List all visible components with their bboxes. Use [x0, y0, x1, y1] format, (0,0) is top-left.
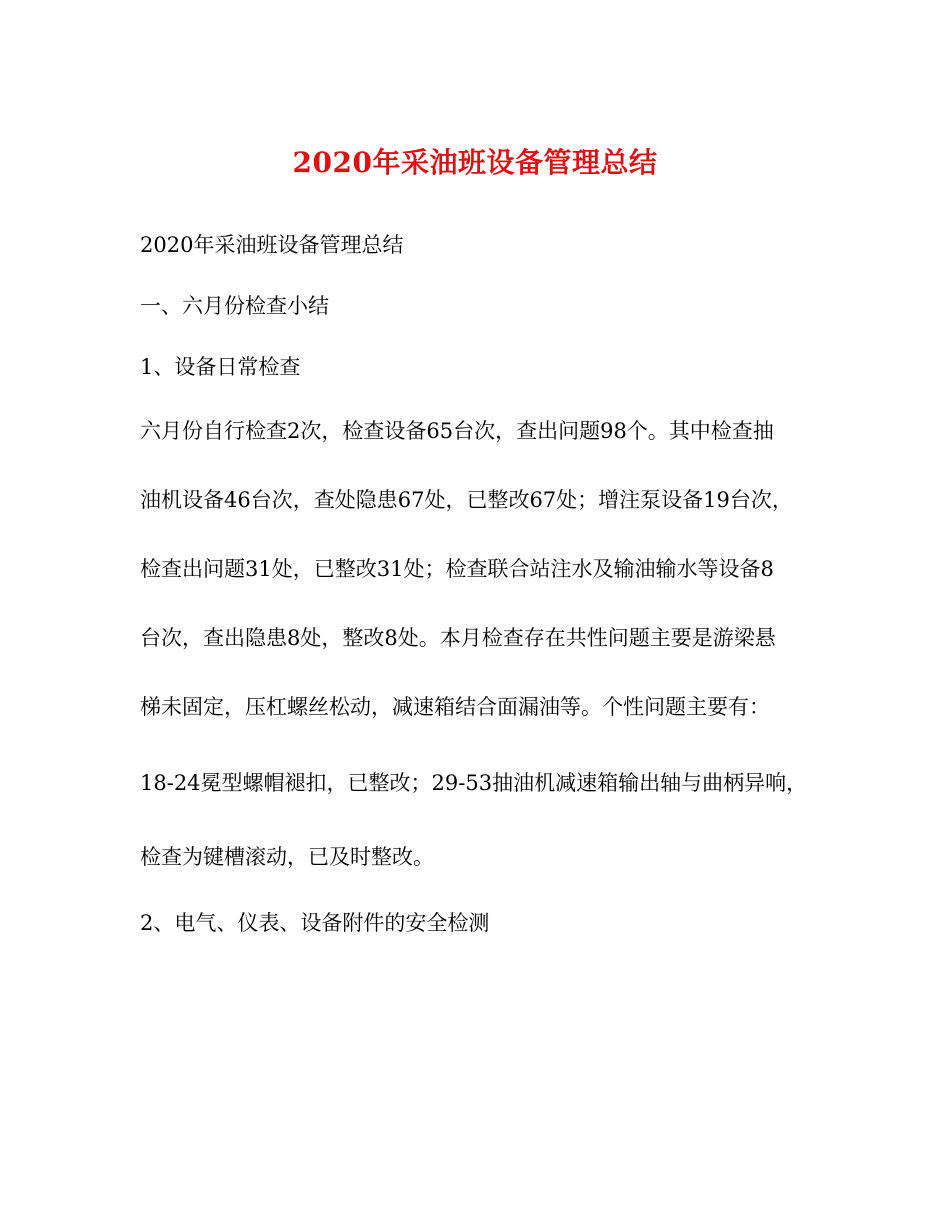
paragraph-line: 六月份自行检查2次，检查设备65台次，查出问题98个。其中检查抽 [140, 419, 774, 443]
subsection-heading: 1、设备日常检查 [140, 355, 301, 379]
paragraph-line: 油机设备46台次，查处隐患67处，已整改67处；增注泵设备19台次， [140, 488, 793, 512]
document-title: 2020年采油班设备管理总结 [292, 146, 658, 179]
paragraph-line: 检查为键槽滚动，已及时整改。 [140, 845, 434, 869]
section-heading: 一、六月份检查小结 [140, 294, 329, 318]
subsection-heading: 2、电气、仪表、设备附件的安全检测 [140, 911, 490, 935]
paragraph-line: 台次，查出隐患8处，整改8处。本月检查存在共性问题主要是游梁悬 [140, 626, 776, 650]
subtitle-line: 2020年采油班设备管理总结 [140, 233, 404, 257]
paragraph-line: 检查出问题31处，已整改31处；检查联合站注水及输油输水等设备8 [140, 557, 774, 581]
paragraph-line: 梯未固定，压杠螺丝松动，减速箱结合面漏油等。个性问题主要有： [140, 695, 770, 719]
paragraph-line: 18-24冕型螺帽褪扣，已整改；29-53抽油机减速箱输出轴与曲柄异响， [140, 771, 808, 795]
